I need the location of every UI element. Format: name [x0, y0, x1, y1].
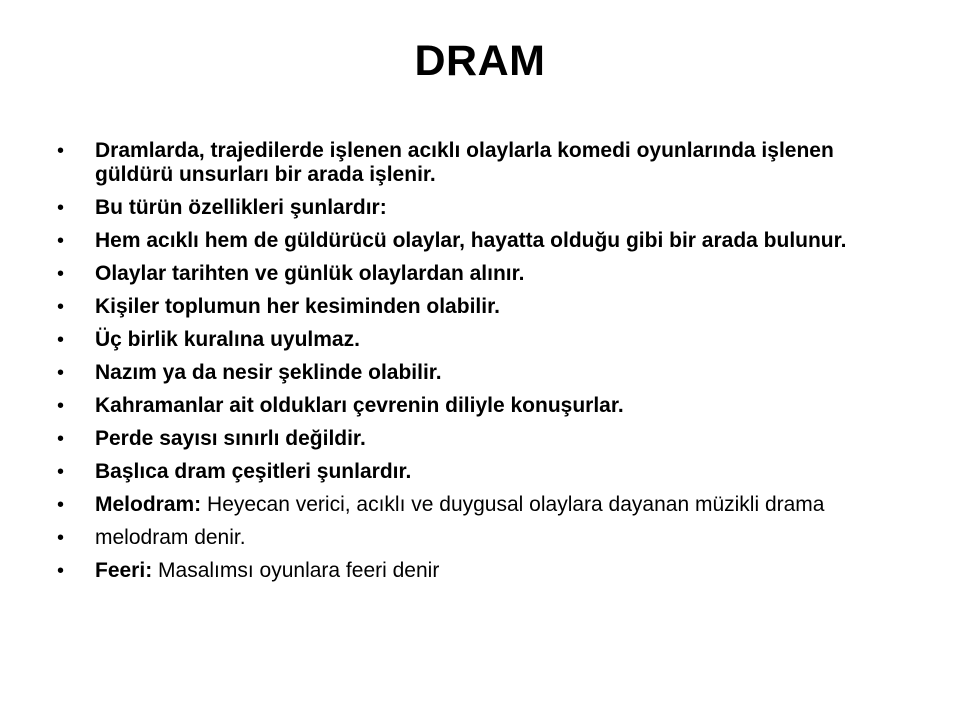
bullet-dot-icon: • [57, 296, 65, 318]
list-item [57, 196, 907, 220]
list-item [57, 361, 907, 385]
list-item [57, 328, 907, 352]
list-item-text: Nazım ya da nesir şeklinde olabilir. [95, 361, 442, 384]
list-item-text: Heyecan verici, acıklı ve duygusal olaylara dayanan müzikli drama [201, 493, 825, 516]
bullet-dot-icon: • [57, 230, 65, 252]
list-item-text: Dramlarda, trajedilerde işlenen acıklı olaylarla komedi oyunlarında işlenen güldürü unsurları bir arada işlenir. [95, 139, 834, 186]
list-item-lead: Melodram: [95, 493, 202, 516]
list-item-text: Başlıca dram çeşitleri şunlardır. [95, 460, 412, 483]
list-item [57, 493, 907, 517]
list-item [57, 262, 907, 286]
list-item-text: melodram denir. [95, 526, 246, 549]
bullet-dot-icon: • [57, 428, 65, 450]
bullet-dot-icon: • [57, 560, 65, 582]
bullet-dot-icon: • [57, 461, 65, 483]
list-item-text: Kişiler toplumun her kesiminden olabilir. [95, 295, 500, 318]
list-item [57, 460, 907, 484]
list-item [57, 229, 907, 253]
list-item-text: Perde sayısı sınırlı değildir. [95, 427, 366, 450]
bullet-dot-icon: • [57, 494, 65, 516]
list-item [57, 394, 907, 418]
list-item-text: Üç birlik kuralına uyulmaz. [95, 328, 360, 351]
bullet-dot-icon: • [57, 527, 65, 549]
slide-title: DRAM [414, 37, 546, 85]
list-item-lead: Feeri: [95, 559, 153, 582]
list-item-text: Bu türün özellikleri şunlardır: [95, 196, 387, 219]
list-item-text: Kahramanlar ait oldukları çevrenin diliyle konuşurlar. [95, 394, 624, 417]
bullet-dot-icon: • [57, 140, 65, 162]
bullet-dot-icon: • [57, 197, 65, 219]
list-item [57, 295, 907, 319]
bullet-dot-icon: • [57, 329, 65, 351]
list-item-text: Hem acıklı hem de güldürücü olaylar, hayatta olduğu gibi bir arada bulunur. [95, 229, 847, 252]
bullet-dot-icon: • [57, 263, 65, 285]
list-item [57, 427, 907, 451]
bullet-list [57, 139, 907, 592]
list-item [57, 139, 907, 187]
list-item-text: Masalımsı oyunlara feeri denir [152, 559, 440, 582]
bullet-dot-icon: • [57, 362, 65, 384]
bullet-dot-icon: • [57, 395, 65, 417]
list-item-text: Olaylar tarihten ve günlük olaylardan alınır. [95, 262, 525, 285]
list-item [57, 559, 907, 583]
list-item [57, 526, 907, 550]
